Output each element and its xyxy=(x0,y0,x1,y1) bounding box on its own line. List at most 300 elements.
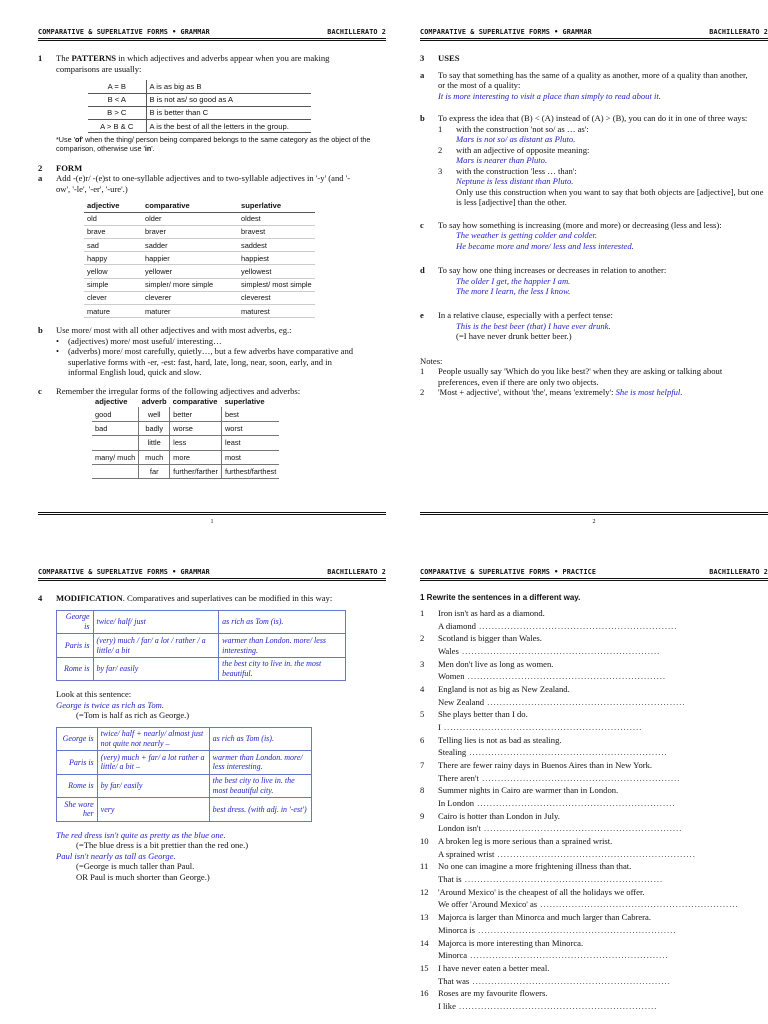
form-cell: yellow xyxy=(84,265,142,278)
section-title: MODIFICATION xyxy=(56,593,123,604)
exercise-item xyxy=(420,836,768,846)
exercise-sentence: There are fewer rainy days in Buenos Aires than in New York. xyxy=(438,760,653,771)
form-header: superlative xyxy=(238,200,315,212)
uses-e-text: In a relative clause, especially with a perfect tense: xyxy=(438,310,613,321)
exercise-answer-prompt: I xyxy=(438,722,441,733)
item-letter: c xyxy=(38,385,42,396)
exercise-answer-prompt: New Zealand xyxy=(438,696,485,707)
exercise-answer-line[interactable] xyxy=(420,849,768,859)
uses-d-text: To say how one thing increases or decreases in relation to another: xyxy=(438,265,667,276)
page-header xyxy=(420,568,768,578)
item-letter: e xyxy=(420,310,424,321)
form-cell: simplest/ most simple xyxy=(238,278,315,291)
header-rule xyxy=(420,38,768,41)
irregular-header: adverb xyxy=(141,397,167,407)
header-title: COMPARATIVE & SUPERLATIVE FORMS • GRAMMAR xyxy=(38,28,210,36)
modification-table-1 xyxy=(56,610,346,682)
modification-result: the best city to live in. the most beautiful. xyxy=(219,657,346,681)
note-text: People usually say 'Which do you like best?' when they are asking or talking about preferences, even if there are only two objects. xyxy=(438,366,723,387)
form-cell: happy xyxy=(84,252,142,265)
exercise-item xyxy=(420,659,768,669)
answer-dots[interactable]: ............................................................... xyxy=(494,848,696,859)
exercise-number: 14 xyxy=(420,937,429,948)
form-row xyxy=(84,291,315,304)
modification-result: best dress. (with adj. in '-est') xyxy=(209,798,311,822)
modification-modifier: twice/ half + nearly/ almost just not quite not nearly – xyxy=(97,727,209,751)
example-2-note-2: OR Paul is much shorter than George.) xyxy=(76,871,210,882)
exercise-answer-prompt: That is xyxy=(438,874,462,885)
header-rule xyxy=(38,578,386,581)
page-3 xyxy=(38,568,386,1024)
irregular-table xyxy=(92,396,279,479)
irregular-cell: worse xyxy=(170,421,222,435)
form-row xyxy=(84,265,315,278)
exercise-number: 15 xyxy=(420,962,429,973)
exercise-answer-line[interactable] xyxy=(420,798,768,808)
modification-row xyxy=(57,798,312,822)
exercise-number: 4 xyxy=(420,684,425,695)
answer-dots[interactable]: ............................................................... xyxy=(466,747,668,758)
uses-b-only: Only use this construction when you want to say that both objects are [adjective], but one is less [adjective] than the other. xyxy=(456,186,764,208)
exercise-answer-line[interactable] xyxy=(420,747,768,757)
exercise-item xyxy=(420,938,768,948)
exercise-item xyxy=(420,887,768,897)
irregular-cell: best xyxy=(221,407,279,421)
note-number: 1 xyxy=(420,366,425,377)
footer-rule xyxy=(420,512,768,515)
section-1-intro xyxy=(38,53,386,74)
form-c-text: Remember the irregular forms of the following adjectives and adverbs: xyxy=(56,385,301,396)
exercise-item xyxy=(420,811,768,821)
pattern-symbol: A > B & C xyxy=(88,120,146,133)
section-4-desc: . Comparatives and superlatives can be modified in this way: xyxy=(122,593,333,604)
answer-dots[interactable]: ............................................................... xyxy=(455,1000,658,1011)
uses-b-item xyxy=(420,145,768,155)
irregular-cell: further/farther xyxy=(170,465,222,479)
modification-row xyxy=(57,657,346,681)
form-b-bullet-1 xyxy=(38,336,386,346)
item-letter: a xyxy=(38,173,43,184)
pattern-symbol: A = B xyxy=(88,80,146,93)
patterns-table xyxy=(88,80,311,133)
example-2-note-1: (=George is much taller than Paul. xyxy=(76,861,195,872)
form-cell: clever xyxy=(84,291,142,304)
modification-modifier: (very) much / far/ a lot / rather / a little/ a bit xyxy=(93,634,219,658)
exercise-sentence: Majorca is more interesting than Minorca. xyxy=(438,937,584,948)
modification-modifier: by far/ easily xyxy=(93,657,219,681)
exercise-answer-prompt: London isn't xyxy=(438,823,481,834)
item-letter: c xyxy=(420,219,424,230)
uses-c-example-2: He became more and more/ less and less interested. xyxy=(456,240,634,251)
exercise-number: 1 xyxy=(420,608,425,619)
section-title: FORM xyxy=(56,162,83,173)
uses-b-list xyxy=(420,124,768,187)
form-cell: happier xyxy=(142,252,238,265)
page-number: 1 xyxy=(210,519,214,525)
modification-row xyxy=(57,610,346,634)
form-row xyxy=(84,225,315,238)
exercise-sentence: Scotland is bigger than Wales. xyxy=(438,633,542,644)
pattern-row xyxy=(88,106,311,119)
exercise-number: 7 xyxy=(420,760,425,771)
pattern-row xyxy=(88,80,311,93)
form-cell: sad xyxy=(84,238,142,251)
uses-b-number: 1 xyxy=(438,123,443,134)
notes-title: Notes: xyxy=(420,355,443,366)
form-cell: maturer xyxy=(142,305,238,318)
section-3-title xyxy=(420,53,768,63)
form-cell: simpler/ more simple xyxy=(142,278,238,291)
page-1 xyxy=(38,28,386,533)
note-1 xyxy=(420,366,768,387)
irregular-cell: furthest/farthest xyxy=(221,465,279,479)
modification-row xyxy=(57,751,312,775)
section-number: 2 xyxy=(38,162,43,173)
section-title: USES xyxy=(438,53,460,64)
form-cell: saddest xyxy=(238,238,315,251)
pattern-text: A is the best of all the letters in the group. xyxy=(146,120,311,133)
form-cell: happiest xyxy=(238,252,315,265)
exercise-number: 10 xyxy=(420,836,429,847)
section-number: 4 xyxy=(38,593,43,604)
uses-b-text: with an adjective of opposite meaning: xyxy=(456,144,590,155)
exercise-item xyxy=(420,633,768,643)
section-number: 1 xyxy=(38,53,43,64)
page-header xyxy=(420,28,768,38)
exercise-item xyxy=(420,963,768,973)
uses-b-item xyxy=(420,166,768,176)
exercise-answer-prompt: In London xyxy=(438,798,475,809)
form-cell: old xyxy=(84,212,142,225)
form-b xyxy=(38,325,386,335)
modification-subject: Paris is xyxy=(57,634,94,658)
exercise-answer-line[interactable] xyxy=(420,950,768,960)
uses-e-example: This is the best beer (that) I have ever drunk. xyxy=(456,320,611,331)
exercise-answer-line[interactable] xyxy=(420,823,768,833)
exercise-answer-prompt: There aren't xyxy=(438,772,479,783)
answer-dots[interactable]: ............................................................... xyxy=(537,899,739,910)
uses-e-note: (=I have never drunk better beer.) xyxy=(456,331,572,342)
form-c xyxy=(38,386,386,396)
form-cell: cleverer xyxy=(142,291,238,304)
page-number: 2 xyxy=(592,519,596,525)
form-row xyxy=(84,278,315,291)
irregular-cell: many/ much xyxy=(92,450,139,464)
irregular-cell: more xyxy=(170,450,222,464)
modification-result: warmer than London. more/ less interesting. xyxy=(219,634,346,658)
exercise-sentence: Men don't live as long as women. xyxy=(438,658,554,669)
exercise-answer-line[interactable] xyxy=(420,976,768,986)
irregular-row xyxy=(92,450,279,464)
irregular-cell: far xyxy=(139,465,170,479)
exercise-sentence: Majorca is larger than Minorca and much larger than Cabrera. xyxy=(438,912,652,923)
form-row xyxy=(84,212,315,225)
header-rule xyxy=(420,578,768,581)
answer-dots[interactable]: ............................................................... xyxy=(469,975,671,986)
exercise-sentence: Iron isn't as hard as a diamond. xyxy=(438,608,545,619)
uses-d-example-2: The more I learn, the less I know. xyxy=(456,286,571,296)
header-title: COMPARATIVE & SUPERLATIVE FORMS • GRAMMAR xyxy=(38,568,210,576)
irregular-cell: well xyxy=(139,407,170,421)
answer-dots[interactable]: ............................................................... xyxy=(440,722,643,733)
bullet: • xyxy=(56,346,60,357)
exercise-number: 11 xyxy=(420,861,429,872)
modification-result: the best city to live in. the most beautiful city. xyxy=(209,774,311,798)
item-letter: a xyxy=(420,69,425,80)
answer-dots[interactable]: ............................................................... xyxy=(484,696,686,707)
exercise-number: 3 xyxy=(420,658,425,669)
uses-b-text: with the construction 'not so/ as … as': xyxy=(456,123,589,134)
modification-row xyxy=(57,727,312,751)
form-cell: maturest xyxy=(238,305,315,318)
answer-dots[interactable]: ............................................................... xyxy=(458,646,661,657)
exercise-answer-prompt: Wales xyxy=(438,646,459,657)
exercise-sentence: She plays better than I do. xyxy=(438,709,528,720)
form-cell: cleverest xyxy=(238,291,315,304)
form-header: adjective xyxy=(84,200,142,212)
form-row xyxy=(84,305,315,318)
note-2-example: She is most helpful. xyxy=(615,387,683,398)
uses-d-example-1: The older I get, the happier I am. xyxy=(456,275,571,286)
item-letter: d xyxy=(420,265,425,276)
pattern-row xyxy=(88,120,311,133)
exercise-answer-prompt: I like xyxy=(438,1000,456,1011)
irregular-cell xyxy=(92,436,139,450)
pattern-text: B is not as/ so good as A xyxy=(146,93,311,106)
modification-row xyxy=(57,634,346,658)
form-b-text: Use more/ most with all other adjectives and with most adverbs, eg.: xyxy=(56,325,292,336)
answer-dots[interactable]: ............................................................... xyxy=(478,772,681,783)
look-example: George is twice as rich as Tom. xyxy=(56,699,164,710)
modification-modifier: very xyxy=(97,798,209,822)
exercise-sentence: Roses are my favourite flowers. xyxy=(438,988,548,999)
exercise-answer-line[interactable] xyxy=(420,773,768,783)
form-a-text: Add -(e)r/ -(e)st to one-syllable adjectives and to two-syllable adjectives in '-y' (and '-ow', '-le', '-er', '-ure'.) xyxy=(56,173,351,194)
exercise-number: 13 xyxy=(420,912,429,923)
exercise-number: 5 xyxy=(420,709,425,720)
note-2 xyxy=(420,387,768,397)
exercise-item xyxy=(420,735,768,745)
modification-modifier: twice/ half/ just xyxy=(93,610,219,634)
modification-subject: Paris is xyxy=(57,751,98,775)
note-c: ' when the thing/ person being compared belongs to the same category as the object of the comparison, otherwise use ' xyxy=(56,135,371,154)
intro-a: The xyxy=(56,53,72,64)
pattern-text: A is as big as B xyxy=(146,80,311,93)
irregular-cell: less xyxy=(170,436,222,450)
exercise-number: 6 xyxy=(420,734,425,745)
exercise-sentence: No one can imagine a more frightening illness than that. xyxy=(438,861,632,872)
uses-e xyxy=(420,310,768,320)
form-header: comparative xyxy=(142,200,238,212)
exercise-answer-prompt: A diamond xyxy=(438,620,476,631)
use-of-note xyxy=(56,136,386,154)
irregular-cell: much xyxy=(139,450,170,464)
answer-dots[interactable]: ............................................................... xyxy=(475,620,678,631)
modification-subject: George is xyxy=(57,727,98,751)
form-b-bullet-2 xyxy=(38,346,386,377)
exercise-number: 2 xyxy=(420,633,425,644)
uses-b-example: Mars is nearer than Pluto. xyxy=(456,155,548,166)
exercise-answer-prompt: Minorca is xyxy=(438,924,475,935)
uses-c-text: To say how something is increasing (more and more) or decreasing (less and less): xyxy=(438,219,722,230)
exercise-sentence: Telling lies is not as bad as stealing. xyxy=(438,734,562,745)
exercise-answer-prompt: That was xyxy=(438,975,470,986)
item-letter: b xyxy=(420,113,425,124)
exercise-answer-line[interactable] xyxy=(420,621,768,631)
exercise-sentence: Summer nights in Cairo are warmer than in London. xyxy=(438,785,619,796)
exercise-answer-prompt: Stealing xyxy=(438,747,467,758)
uses-a xyxy=(420,70,768,91)
header-course: BACHILLERATO 2 xyxy=(709,28,768,36)
exercise-item xyxy=(420,608,768,618)
look-label: Look at this sentence: xyxy=(56,689,132,700)
exercise-answer-line[interactable] xyxy=(420,925,768,935)
modification-result: as rich as Tom (is). xyxy=(209,727,311,751)
exercise-number: 8 xyxy=(420,785,425,796)
section-2-title xyxy=(38,163,386,173)
exercise-answer-prompt: Minorca xyxy=(438,950,468,961)
irregular-row xyxy=(92,436,279,450)
form-cell: yellower xyxy=(142,265,238,278)
exercise-number: 12 xyxy=(420,886,429,897)
exercise-title: 1 Rewrite the sentences in a different way. xyxy=(420,593,581,603)
example-2: Paul isn't nearly as tall as George. xyxy=(56,850,176,861)
modification-subject: George is xyxy=(57,610,94,634)
form-cell: mature xyxy=(84,305,142,318)
form-cell: sadder xyxy=(142,238,238,251)
modification-result: warmer than London. more/ less interesting. xyxy=(209,751,311,775)
header-course: BACHILLERATO 2 xyxy=(709,568,768,576)
irregular-header: comparative xyxy=(172,397,218,407)
section-4-intro xyxy=(38,593,386,603)
uses-c-example-1: The weather is getting colder and colder. xyxy=(456,230,598,241)
page-header xyxy=(38,568,386,578)
form-cell: simple xyxy=(84,278,142,291)
irregular-header: adjective xyxy=(95,397,128,407)
exercise-answer-line[interactable] xyxy=(420,874,768,884)
exercise-answer-prompt: We offer 'Around Mexico' as xyxy=(438,899,538,910)
footer-rule xyxy=(38,512,386,515)
uses-b-number: 2 xyxy=(438,144,443,155)
uses-b-number: 3 xyxy=(438,165,443,176)
example-1-note: (=The blue dress is a bit prettier than the red one.) xyxy=(76,840,249,851)
note-text xyxy=(438,387,748,397)
modification-subject: She wore her xyxy=(57,798,98,822)
modification-row xyxy=(57,774,312,798)
form-row xyxy=(84,252,315,265)
exercise-item xyxy=(420,861,768,871)
exercise-answer-line[interactable] xyxy=(420,722,768,732)
intro-c: in which adjectives and adverbs appear when you are making comparisons are usually: xyxy=(56,53,330,74)
uses-d xyxy=(420,265,768,275)
modification-subject: Rome is xyxy=(57,774,98,798)
modification-subject: Rome is xyxy=(57,657,94,681)
exercise-sentence: 'Around Mexico' is the cheapest of all the holidays we offer. xyxy=(438,886,645,897)
irregular-cell: worst xyxy=(221,421,279,435)
irregular-cell: least xyxy=(221,436,279,450)
irregular-cell xyxy=(92,465,139,479)
exercise-answer-line[interactable] xyxy=(420,646,768,656)
uses-c xyxy=(420,220,768,230)
exercise-number: 16 xyxy=(420,988,429,999)
exercise-list xyxy=(420,608,768,1011)
uses-a-text: To say that something has the same of a quality as another, more of a quality than another, or the most of a quality: xyxy=(438,69,748,91)
answer-dots[interactable]: ............................................................... xyxy=(464,671,667,682)
exercise-item xyxy=(420,709,768,719)
exercise-sentence: I have never eaten a better meal. xyxy=(438,962,550,973)
exercise-answer-line[interactable] xyxy=(420,671,768,681)
pattern-row xyxy=(88,93,311,106)
form-cell: older xyxy=(142,212,238,225)
page-footer xyxy=(38,512,386,526)
page-4 xyxy=(420,568,768,1024)
uses-b-example: Mars is not so/ as distant as Pluto. xyxy=(456,134,576,145)
modification-modifier: by far/ easily xyxy=(97,774,209,798)
section-4-text xyxy=(56,593,346,603)
irregular-cell: little xyxy=(139,436,170,450)
page-footer xyxy=(420,512,768,526)
bullet-text: (adverbs) more/ most carefully, quietly…, but a few adverbs have comparative and superlative forms with -er, -est: fast, hard, late, long, near, soon, early, and in informal English loud, quick and slow. xyxy=(68,346,354,378)
note-e: '. xyxy=(151,144,155,154)
answer-dots[interactable]: ............................................................... xyxy=(474,798,676,809)
note-a: *Use ' xyxy=(56,135,75,145)
irregular-cell: most xyxy=(221,450,279,464)
form-cell: brave xyxy=(84,225,142,238)
form-a xyxy=(38,173,386,194)
intro-patterns: PATTERNS xyxy=(71,53,117,64)
irregular-cell: good xyxy=(92,407,139,421)
irregular-row xyxy=(92,407,279,421)
pattern-symbol: B > C xyxy=(88,106,146,119)
exercise-answer-line[interactable] xyxy=(420,1001,768,1011)
exercise-answer-line[interactable] xyxy=(420,899,768,909)
header-title: COMPARATIVE & SUPERLATIVE FORMS • PRACTICE xyxy=(420,568,597,576)
note-in: in xyxy=(144,144,152,154)
modification-result: as rich as Tom (is). xyxy=(219,610,346,634)
irregular-header: superlative xyxy=(224,397,265,407)
uses-a-example: It is more interesting to visit a place than simply to read about it. xyxy=(438,90,661,101)
irregular-cell: better xyxy=(170,407,222,421)
exercise-answer-prompt: Women xyxy=(438,671,465,682)
header-course: BACHILLERATO 2 xyxy=(327,28,386,36)
exercise-sentence: A broken leg is more serious than a sprained wrist. xyxy=(438,836,613,847)
pattern-symbol: B < A xyxy=(88,93,146,106)
form-cell: yellowest xyxy=(238,265,315,278)
pattern-text: B is better than C xyxy=(146,106,311,119)
header-title: COMPARATIVE & SUPERLATIVE FORMS • GRAMMAR xyxy=(420,28,592,36)
page-2 xyxy=(420,28,768,533)
answer-dots[interactable]: ............................................................... xyxy=(461,874,664,885)
example-1: The red dress isn't quite as pretty as the blue one. xyxy=(56,829,226,840)
irregular-row xyxy=(92,465,279,479)
uses-b xyxy=(420,113,768,123)
exercise-sentence: Cairo is hotter than London in July. xyxy=(438,810,560,821)
answer-dots[interactable]: ............................................................... xyxy=(480,823,683,834)
page-header xyxy=(38,28,386,38)
header-course: BACHILLERATO 2 xyxy=(327,568,386,576)
note-2-a: 'Most + adjective', without 'the', means 'extremely': xyxy=(438,387,616,398)
note-number: 2 xyxy=(420,387,425,398)
irregular-row xyxy=(92,421,279,435)
modification-modifier: (very) much + far/ a lot rather a little/ a bit – xyxy=(97,751,209,775)
irregular-cell: badly xyxy=(139,421,170,435)
form-cell: braver xyxy=(142,225,238,238)
intro-text xyxy=(56,53,356,74)
header-rule xyxy=(38,38,386,41)
answer-dots[interactable]: ............................................................... xyxy=(467,950,669,961)
answer-dots[interactable]: ............................................................... xyxy=(475,924,677,935)
exercise-answer-line[interactable] xyxy=(420,697,768,707)
